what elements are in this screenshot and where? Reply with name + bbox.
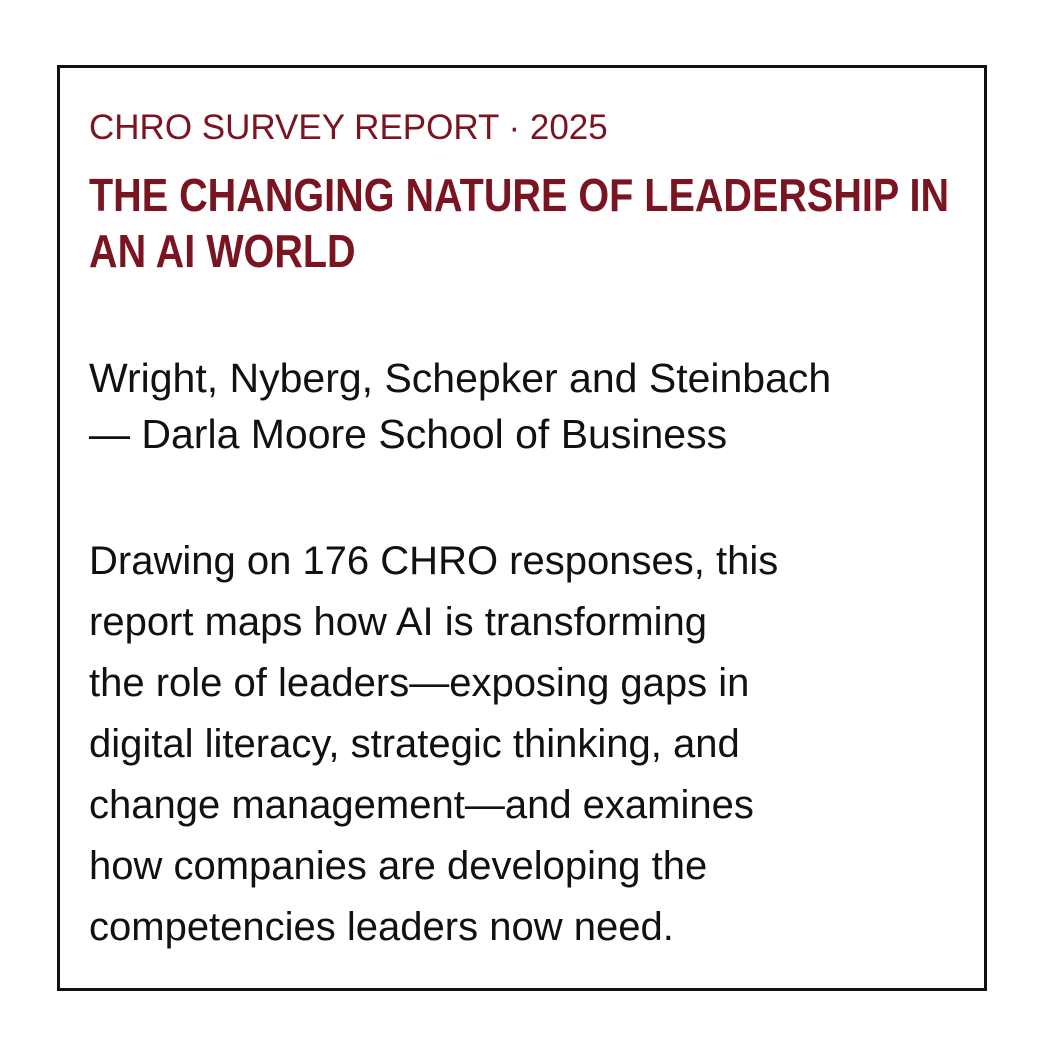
summary-line: change management—and examines [89, 783, 754, 827]
summary-line: digital literacy, strategic thinking, and [89, 722, 740, 766]
report-title: THE CHANGING NATURE OF LEADERSHIP IN AN AI WORLD [89, 169, 950, 277]
report-summary [89, 531, 929, 958]
summary-line: the role of leaders—exposing gaps in [89, 661, 750, 705]
institution-line: — Darla Moore School of Business [89, 411, 728, 457]
summary-line: how companies are developing the [89, 844, 708, 888]
summary-line: competencies leaders now need. [89, 905, 674, 949]
summary-line: Drawing on 176 CHRO responses, this [89, 539, 779, 583]
report-eyebrow: CHRO SURVEY REPORT · 2025 [89, 108, 608, 147]
report-authors [89, 350, 969, 462]
report-card [57, 65, 987, 991]
authors-line: Wright, Nyberg, Schepker and Steinbach [89, 355, 832, 401]
summary-line: report maps how AI is transforming [89, 600, 708, 644]
